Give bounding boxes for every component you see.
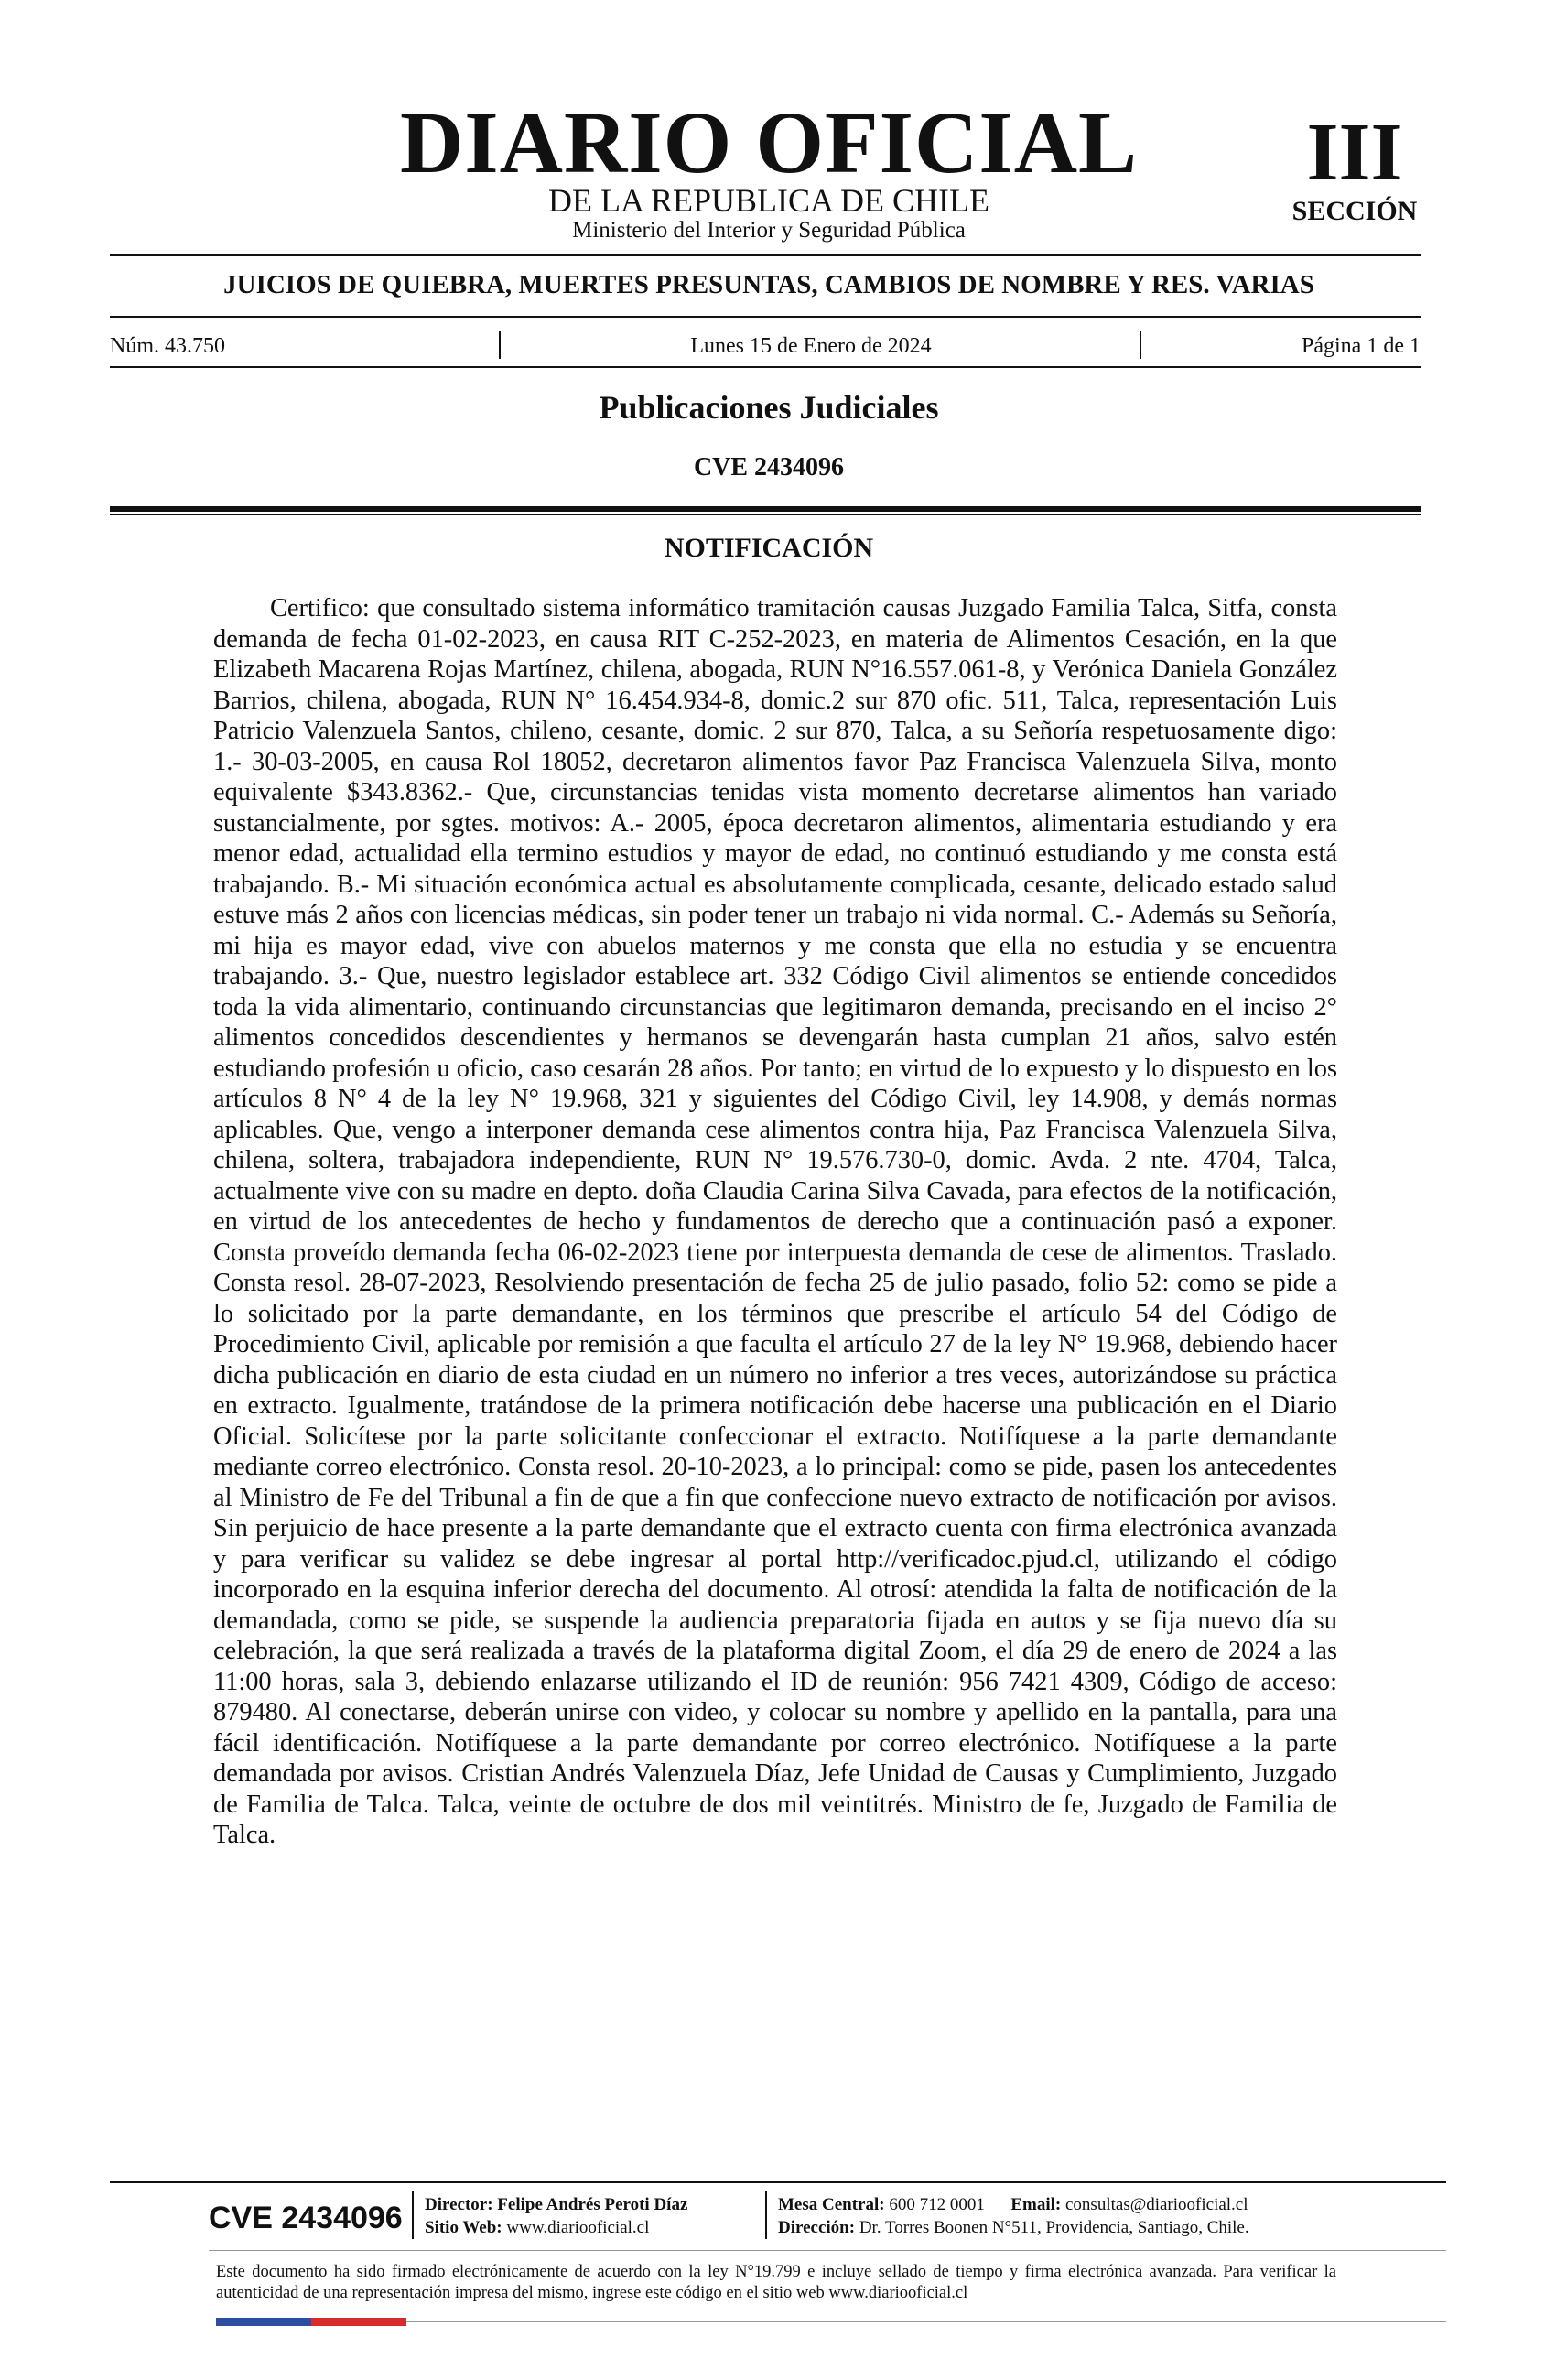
- newspaper-title: DIARIO OFICIAL: [399, 93, 1139, 191]
- website-label: Sitio Web:: [425, 2218, 502, 2237]
- website-link[interactable]: www.diariooficial.cl: [506, 2218, 650, 2237]
- footer-cve: CVE 2434096: [209, 2201, 403, 2235]
- email-link[interactable]: consultas@diariooficial.cl: [1065, 2195, 1248, 2214]
- email-label: Email:: [1010, 2195, 1062, 2214]
- address-label: Dirección:: [778, 2218, 856, 2237]
- address-value: Dr. Torres Boonen N°511, Providencia, Santiago, Chile.: [859, 2218, 1249, 2237]
- info-separator: [499, 331, 501, 359]
- header-rule: [110, 254, 1421, 256]
- phone-label: Mesa Central:: [778, 2195, 885, 2214]
- footer-contact-block: [778, 2193, 1249, 2239]
- issue-info-row: [110, 331, 1421, 364]
- notice-body: Certifico: que consultado sistema informático tramitación causas Juzgado Familia Talca, Sitfa, consta demanda de fecha 01-02-2023, en causa RIT C-252-2023, en materia de Alimentos Cesación, en la que Elizabeth Macarena Rojas Martínez, chilena, abogada, RUN N°16.557.061-8, y Verónica Daniela González Barrios, chilena, abogada, RUN N° 16.454.934-8, domic.2 sur 870 ofic. 511, Talca, representación Luis Patricio Valenzuela Santos, chileno, cesante, domic. 2 sur 870, Talca, a su Señoría respetuosamente digo: 1.- 30-03-2005, en causa Rol 18052, decretaron alimentos favor Paz Francisca Valenzuela Silva, monto equivalente $343.8362.- Que, circunstancias tenidas vista momento decretarse alimentos han variado sustancialmente, por sgtes. motivos: A.- 2005, época decretaron alimentos, alimentaria estudiando y era menor edad, actualidad ella termino estudios y mayor de edad, no continuó estudiando y me consta está trabajando. B.- Mi situación económica actual es absolutamente complicada, cesante, delicado estado salud estuve más 2 años con licencias médicas, sin poder tener un trabajo ni vida normal. C.- Además su Señoría, mi hija es mayor edad, vive con abuelos maternos y me consta que ella no estudia y se encuentra trabajando. 3.- Que, nuestro legislador establece art. 332 Código Civil alimentos se entiende concedidos toda la vida alimentario, continuando circunstancias que legitimaron demanda, precisando en el inciso 2° alimentos concedidos descendientes y hermanos se devengarán hasta cumplan 21 años, salvo estén estudiando profesión u oficio, caso cesarán 28 años. Por tanto; en virtud de lo expuesto y lo dispuesto en los artículos 8 N° 4 de la ley N° 19.968, 321 y siguientes del Código Civil, ley 14.908, y demás normas aplicables. Que, vengo a interponer demanda cese alimentos contra hija, Paz Francisca Valenzuela Silva, chilena, soltera, trabajadora independiente, RUN N° 19.576.730-0, domic. Avda. 2 nte. 4704, Talca, actualmente vive con su madre en depto. doña Claudia Carina Silva Cavada, para efectos de la notificación, en virtud de los antecedentes de hecho y fundamentos de derecho que a continuación pasó a exponer. Consta proveído demanda fecha 06-02-2023 tiene por interpuesta demanda de cese de alimentos. Traslado. Consta resol. 28-07-2023, Resolviendo presentación de fecha 25 de julio pasado, folio 52: como se pide a lo solicitado por la parte demandante, en los términos que prescribe el artículo 54 del Código de Procedimiento Civil, aplicable por remisión a que faculta el artículo 27 de la ley N° 19.968, debiendo hacer dicha publicación en diario de esta ciudad en un número no inferior a tres veces, autorizándose su práctica en extracto. Igualmente, tratándose de la primera notificación debe hacerse una publicación en el Diario Oficial. Solicítese por la parte solicitante confeccionar el extracto. Notifíquese a la parte demandante mediante correo electrónico. Consta resol. 20-10-2023, a lo principal: como se pide, pasen los antecedentes al Ministro de Fe del Tribunal a fin de que a fin que confeccione nuevo extracto de notificación por avisos. Sin perjuicio de hace presente a la parte demandante que el extracto cuenta con firma electrónica avanzada y para verificar su validez se debe ingresar al portal http://verificadoc.pjud.cl, utilizando el código incorporado en la esquina inferior derecha del documento. Al otrosí: atendida la falta de notificación de la demandada, como se pide, se suspende la audiencia preparatoria fijada en autos y se fija nuevo día su celebración, la que será realizada a través de la plataforma digital Zoom, el día 29 de enero de 2024 a las 11:00 horas, sala 3, debiendo enlazarse utilizando el ID de reunión: 956 7421 4309, Código de acceso: 879480. Al conectarse, deberán unirse con video, y colocar su nombre y apellido en la pantalla, para una fácil identificación. Notifíquese a la parte demandante por correo electrónico. Notifíquese a la parte demandada por avisos. Cristian Andrés Valenzuela Díaz, Jefe Unidad de Causas y Cumplimiento, Juzgado de Familia de Talca. Talca, veinte de octubre de dos mil veintitrés. Ministro de fe, Juzgado de Familia de Talca.: [213, 594, 1337, 1849]
- cve-code: CVE 2434096: [693, 453, 845, 481]
- thin-underline-rule: [110, 514, 1421, 515]
- thick-rule: [110, 506, 1421, 512]
- page-indicator: Página 1 de 1: [1302, 334, 1421, 358]
- newspaper-subtitle: DE LA REPUBLICA DE CHILE: [548, 182, 989, 219]
- footer-legal-rule: [209, 2250, 1446, 2251]
- footer-separator: [412, 2191, 414, 2239]
- flag-red-segment: [311, 2318, 406, 2326]
- issue-number: Núm. 43.750: [110, 334, 225, 358]
- footer-bottom-rule: [406, 2321, 1446, 2322]
- section-label: SECCIÓN: [1291, 196, 1418, 226]
- notice-heading: NOTIFICACIÓN: [664, 533, 874, 563]
- footer-rule: [110, 2181, 1446, 2183]
- banner-rule: [110, 316, 1421, 318]
- section-number: III: [1306, 107, 1403, 198]
- footer-legal-text: Este documento ha sido firmado electrónicamente de acuerdo con la ley N°19.799 e incluye sellado de tiempo y firma electrónica avanzada. Para verificar la autenticidad de una representación impresa del mismo, ingrese este código en el sitio web www.diariooficial.cl: [216, 2263, 1336, 2302]
- flag-blue-segment: [216, 2318, 311, 2326]
- issue-date: Lunes 15 de Enero de 2024: [690, 334, 932, 358]
- ministry-line: Ministerio del Interior y Seguridad Pública: [572, 218, 966, 243]
- phone-number: 600 712 0001: [889, 2195, 985, 2214]
- footer-separator: [765, 2191, 767, 2239]
- info-separator: [1140, 331, 1141, 359]
- section-banner: JUICIOS DE QUIEBRA, MUERTES PRESUNTAS, CAMBIOS DE NOMBRE Y RES. VARIAS: [223, 270, 1314, 299]
- info-rule: [110, 366, 1421, 368]
- masthead: [0, 92, 1556, 247]
- chile-flag-bar: [216, 2318, 406, 2326]
- director-name: Felipe Andrés Peroti Díaz: [497, 2195, 688, 2214]
- footer-director-block: [425, 2193, 687, 2239]
- publication-category: Publicaciones Judiciales: [599, 389, 939, 426]
- director-label: Director:: [425, 2195, 493, 2214]
